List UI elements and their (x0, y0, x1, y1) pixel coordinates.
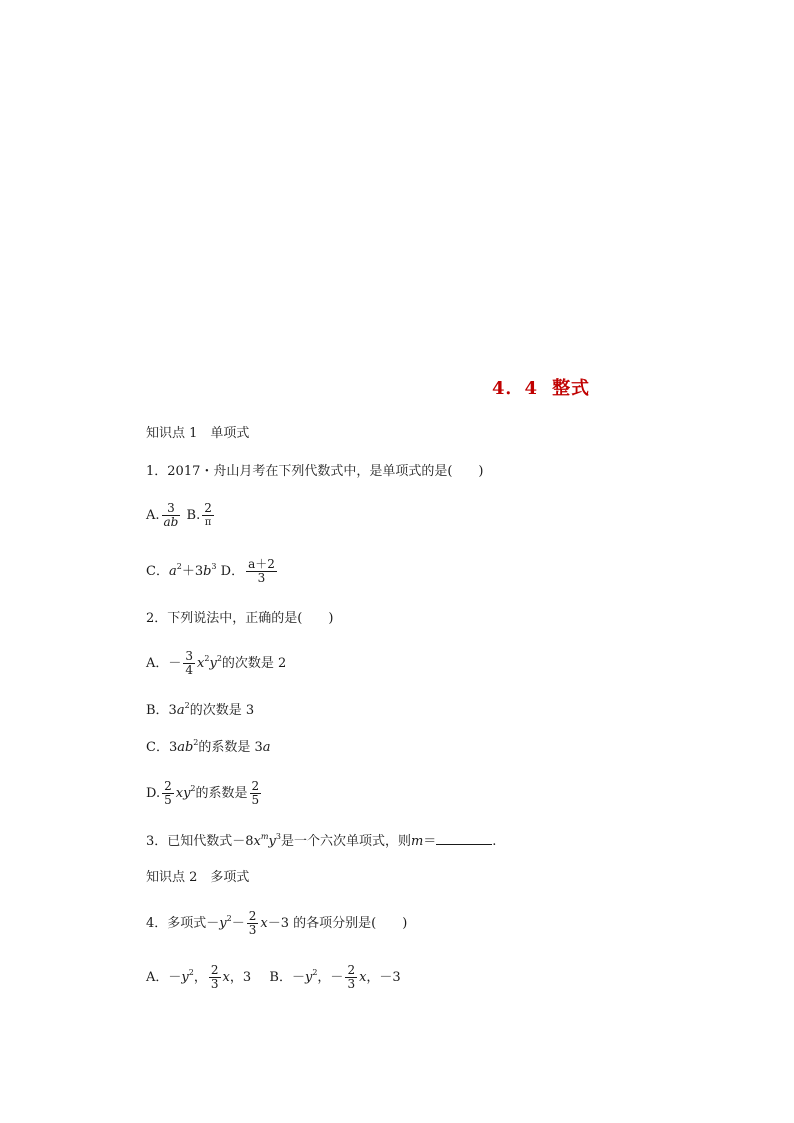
q3-y-exp: 3 (275, 832, 281, 841)
q2-d-denominator-2: 5 (251, 793, 260, 807)
q2-a-y: y (209, 656, 217, 671)
q4-a-tail: ，3 (229, 970, 252, 985)
q2-c-prefix: C．3 (146, 740, 178, 755)
question-2-option-b (146, 703, 254, 719)
q3-eq: ＝ (423, 834, 437, 849)
question-1-options-ab (146, 502, 216, 529)
q4-a-x: x (222, 970, 230, 985)
q4-a-fraction (209, 964, 221, 991)
q3-end: . (492, 834, 497, 849)
q2-a-prefix: A．－ (146, 656, 182, 671)
page-title (492, 374, 590, 400)
q4-tail: －3 的各项分别是( ) (267, 916, 408, 931)
q4-b-denominator: 3 (347, 977, 356, 991)
q1-a-denominator: ab (163, 515, 179, 529)
q2-d-numerator: 2 (164, 779, 172, 793)
q4-numerator: 2 (248, 909, 257, 923)
q4-a-numerator: 2 (210, 963, 219, 977)
question-2-stem: 2．下列说法中，正确的是( ) (146, 611, 334, 626)
q4-a-y: y (181, 970, 189, 985)
q4-a-prefix: A．－ (146, 970, 182, 985)
q2-a-x: x (197, 656, 205, 671)
q2-a-exp2: 2 (216, 654, 222, 663)
q1-d-numerator: a＋2 (248, 557, 275, 571)
question-2-option-d (146, 780, 263, 807)
knowledge-point-1-heading: 知识点 1 单项式 (146, 426, 250, 441)
question-1-options-cd (146, 558, 279, 585)
q4-x: x (260, 916, 268, 931)
q4-fraction (247, 910, 259, 937)
q1-option-b-label: B. (186, 508, 201, 523)
q1-option-d-label: D． (220, 564, 245, 579)
q4-denominator: 3 (248, 923, 257, 937)
q2-a-exp1: 2 (204, 654, 210, 663)
q4-minus: － (231, 916, 245, 931)
q1-option-c-label: C． (146, 564, 169, 579)
q1-c-exp1: 2 (176, 562, 182, 571)
q4-b-x: x (359, 970, 367, 985)
question-1-stem: 1．2017・舟山月考在下列代数式中，是单项式的是( ) (146, 464, 484, 479)
q1-b-denominator: π (204, 517, 212, 528)
q2-a-fraction (183, 650, 195, 677)
q2-d-denominator: 5 (164, 793, 172, 807)
q1-a-numerator: 3 (162, 502, 181, 516)
q3-m: m (410, 834, 424, 849)
question-2-option-a (146, 650, 286, 677)
q4-a-denominator: 3 (210, 977, 219, 991)
q2-a-tail: 的次数是 2 (221, 656, 287, 671)
q1-option-d-fraction (246, 558, 277, 585)
q2-d-xy: xy (175, 786, 191, 801)
q1-c-var-b: b (203, 564, 212, 579)
q2-d-numerator-2: 2 (251, 779, 260, 793)
q2-d-prefix: D. (146, 786, 161, 801)
q1-c-mid: ＋3 (181, 564, 204, 579)
q4-b-y: y (304, 970, 313, 985)
q1-b-numerator: 2 (204, 501, 212, 515)
q2-d-exp: 2 (190, 784, 196, 793)
q2-c-exp: 2 (193, 738, 199, 747)
section-number: 4．4 (492, 378, 539, 399)
q4-y: y (219, 916, 227, 931)
q4-a-exp: 2 (188, 968, 194, 977)
question-4-stem (146, 910, 407, 937)
q1-c-var-a: a (168, 564, 177, 579)
q2-c-ab: ab (177, 740, 194, 755)
answer-blank[interactable] (436, 832, 492, 845)
q2-d-fraction (162, 780, 174, 807)
q2-b-prefix: B．3 (146, 703, 177, 718)
q3-y: y (268, 834, 276, 849)
question-4-options (146, 964, 401, 991)
q4-b-tail: ，－3 (366, 970, 401, 985)
question-3 (146, 832, 496, 850)
q3-x-exp: m (260, 832, 269, 841)
q4-b-sep: ，－ (317, 970, 344, 985)
q3-mid: 是一个六次单项式，则 (280, 834, 411, 849)
q2-b-exp: 2 (184, 701, 190, 710)
q2-b-a: a (176, 703, 185, 718)
q2-c-mid: 的系数是 3 (198, 740, 263, 755)
q4-b-prefix: B．－ (269, 970, 305, 985)
q3-pre: 3．已知代数式－8 (146, 834, 254, 849)
question-2-option-c (146, 740, 271, 756)
q2-d-fraction-2 (250, 780, 262, 807)
q2-a-numerator: 3 (185, 649, 194, 663)
q2-b-tail: 的次数是 3 (189, 703, 255, 718)
q1-c-exp2: 3 (211, 562, 217, 571)
q2-a-denominator: 4 (185, 663, 194, 677)
q4-y-exp: 2 (226, 914, 232, 923)
q4-pre: 4．多项式－ (146, 916, 220, 931)
q1-option-b-fraction (202, 502, 214, 529)
q2-c-a: a (262, 740, 271, 755)
q1-option-a-fraction (162, 502, 181, 529)
knowledge-point-2-heading: 知识点 2 多项式 (146, 870, 250, 885)
q2-d-mid: 的系数是 (195, 786, 248, 801)
q1-option-a-label: A. (146, 508, 160, 523)
q3-x: x (253, 834, 261, 849)
q4-b-exp: 2 (312, 968, 318, 977)
q1-d-denominator: 3 (257, 571, 266, 585)
q4-b-numerator: 2 (347, 963, 356, 977)
q4-a-sep: ， (193, 970, 207, 985)
q4-b-fraction (345, 964, 357, 991)
section-title: 整式 (552, 378, 591, 399)
